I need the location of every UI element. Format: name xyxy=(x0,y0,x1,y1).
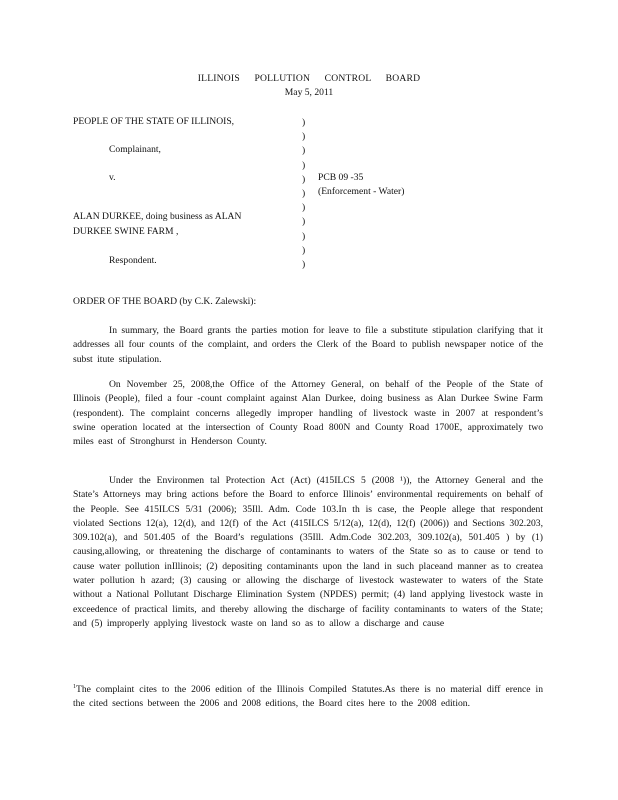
respondent-label: Respondent. xyxy=(109,255,157,266)
paragraph-background xyxy=(73,378,543,449)
paragraph-text: On November 25, 2008,the Office of the Attorney General, on behalf of the People of the State of Illinois (People), filed a four -count complaint against Alan Durkee, doing business as Alan Durkee Swine Farm (respondent). The complaint concerns allegedly improper handling of livestock waste in 2007 at respondent’s swine operation located at the intersection of County Road 800N and County Road 1700E, approximately two miles east of Stronghurst in Henderson County. xyxy=(73,379,543,448)
paren-mark: ) xyxy=(302,216,306,228)
paren-mark: ) xyxy=(302,145,306,157)
footnote-mark: 1 xyxy=(73,683,76,690)
order-date: May 5, 2011 xyxy=(284,87,334,98)
complainant-label: Complainant, xyxy=(109,144,161,155)
case-number: PCB 09 -35 xyxy=(318,172,364,183)
paragraph-text: Under the Environmen tal Protection Act (Act) (415ILCS 5 (2008 ¹)), the Attorney General and the State’s Attorneys may bring actions before the Board to enforce Illinois’ environmental requirements on behalf of the People. See 415ILCS 5/31 (2006); 35Ill. Adm. Code 103.In th is case, the People allege that respondent violated Sections 12(a), 12(d), and 12(f) of the Act (415ILCS 5/12(a), 12(d), 12(f) (2006)) and Sections 302.203, 309.102(a), and 501.405 of the Board’s regulations (35Ill. Adm.Code 302.203, 309.102(a), 501.405 ) by (1) causing,allowing, or threatening the discharge of contaminants to waters of the State so as to cause or tend to cause water pollution inIllinois; (2) depositing contaminants upon the land in such placeand manner as to createa water pollution h azard; (3) causing or allowing the discharge of livestock wastewater to waters of the State without a National Pollutant Discharge Elimination System (NPDES) permit; (4) land applying livestock waste in exceedence of practical limits, and thereby allowing the discharge of facility contaminants to waters of the State; and (5) improperly applying livestock waste on land so as to allow a discharge and cause xyxy=(73,475,543,629)
paragraph-allegations xyxy=(73,474,543,631)
paren-mark: ) xyxy=(302,159,306,171)
paren-mark: ) xyxy=(302,259,306,271)
paren-mark: ) xyxy=(302,202,306,214)
footnote-text: The complaint cites to the 2006 edition of the Illinois Compiled Statutes.As there is no material diff erence in the cited sections between the 2006 and 2008 editions, the Board cites here to the 2008 edition. xyxy=(73,684,543,709)
caption-parentheses xyxy=(302,116,305,272)
paragraph-text: In summary, the Board grants the parties motion for leave to file a substitute stipulation clarifying that it addresses all four counts of the complaint, and orders the Clerk of the Board to publish newspaper notice of the subst itute stipulation. xyxy=(73,325,543,365)
paren-mark: ) xyxy=(302,230,306,242)
order-heading: ORDER OF THE BOARD (by C.K. Zalewski): xyxy=(73,296,257,307)
footnote xyxy=(73,683,543,711)
defendant-name-line1: ALAN DURKEE, doing business as ALAN xyxy=(73,211,242,222)
defendant-name-line2: DURKEE SWINE FARM , xyxy=(73,226,179,237)
paren-mark: ) xyxy=(302,244,306,256)
paren-mark: ) xyxy=(302,131,306,143)
case-type: (Enforcement - Water) xyxy=(318,186,405,197)
plaintiff-name: PEOPLE OF THE STATE OF ILLINOIS, xyxy=(73,116,235,127)
paren-mark: ) xyxy=(302,173,306,185)
paragraph-summary xyxy=(73,324,543,367)
versus-label: v. xyxy=(109,172,116,183)
board-title: ILLINOIS POLLUTION CONTROL BOARD xyxy=(197,73,421,84)
paren-mark: ) xyxy=(302,117,306,128)
paren-mark: ) xyxy=(302,188,306,200)
